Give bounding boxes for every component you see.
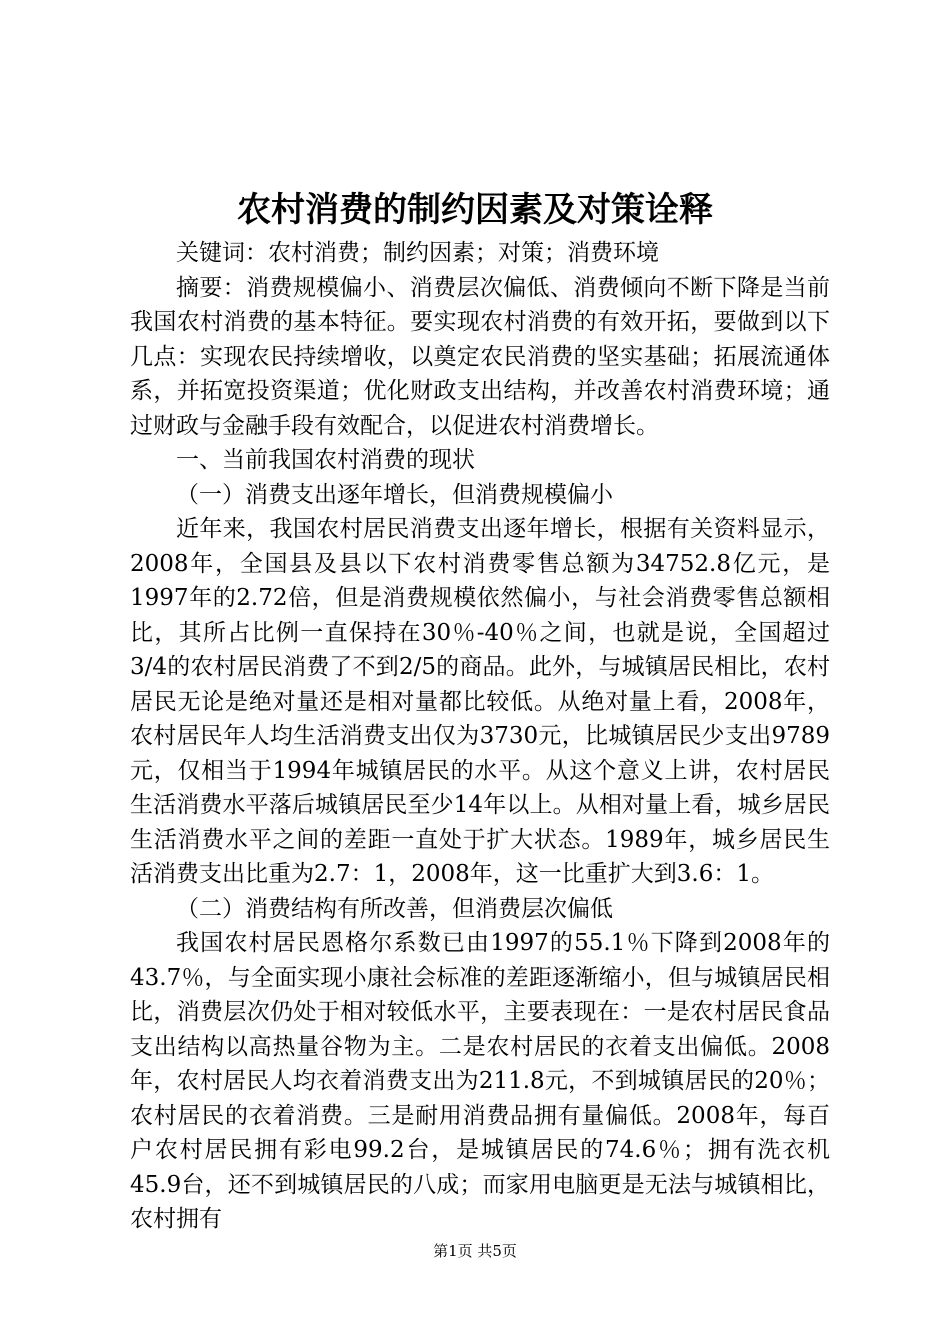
subsection-heading: （一）消费支出逐年增长，但消费规模偏小 [176, 481, 613, 508]
document-body [130, 236, 830, 1237]
section-heading: 一、当前我国农村消费的现状 [176, 447, 475, 473]
keywords-paragraph: 关键词：农村消费；制约因素；对策；消费环境 [176, 240, 659, 266]
page-footer: 第1页 共5页 [433, 1242, 517, 1260]
subsection-heading: （二）消费结构有所改善，但消费层次偏低 [176, 895, 613, 922]
document-title: 农村消费的制约因素及对策诠释 [237, 190, 713, 230]
body-paragraph: 近年来，我国农村居民消费支出逐年增长，根据有关资料显示，2008年，全国县及县以下农村消费零售总额为34752.8亿元，是1997年的2.72倍，但是消费规模依然偏小，与社会消费零售总额相比，其所占比例一直保持在30％-40％之间，也就是说，全国超过3/4的农村居民消费了不到2/5的商品。此外，与城镇居民相比，农村居民无论是绝对量还是相对量都比较低。从绝对量上看，2008年，农村居民年人均生活消费支出仅为3730元，比城镇居民少支出9789元，仅相当于1994年城镇居民的水平。从这个意义上讲，农村居民生活消费水平落后城镇居民至少14年以上。从相对量上看，城乡居民生活消费水平之间的差距一直处于扩大状态。1989年，城乡居民生活消费支出比重为2.7：1，2008年，这一比重扩大到3.6：1。 [130, 516, 830, 887]
abstract-paragraph: 摘要：消费规模偏小、消费层次偏低、消费倾向不断下降是当前我国农村消费的基本特征。要实现农村消费的有效开拓，要做到以下几点：实现农民持续增收，以奠定农民消费的坚实基础；拓展流通体系，并拓宽投资渠道；优化财政支出结构，并改善农村消费环境；通过财政与金融手段有效配合，以促进农村消费增长。 [130, 274, 830, 439]
body-paragraph: 我国农村居民恩格尔系数已由1997的55.1％下降到2008年的43.7％，与全面实现小康社会标准的差距逐渐缩小，但与城镇居民相比，消费层次仍处于相对较低水平，主要表现在：一是农村居民食品支出结构以高热量谷物为主。二是农村居民的衣着支出偏低。2008年，农村居民人均衣着消费支出为211.8元，不到城镇居民的20％；农村居民的衣着消费。三是耐用消费品拥有量偏低。2008年，每百户农村居民拥有彩电99.2台，是城镇居民的74.6％；拥有洗衣机45.9台，还不到城镇居民的八成；而家用电脑更是无法与城镇相比，农村拥有 [130, 930, 830, 1232]
